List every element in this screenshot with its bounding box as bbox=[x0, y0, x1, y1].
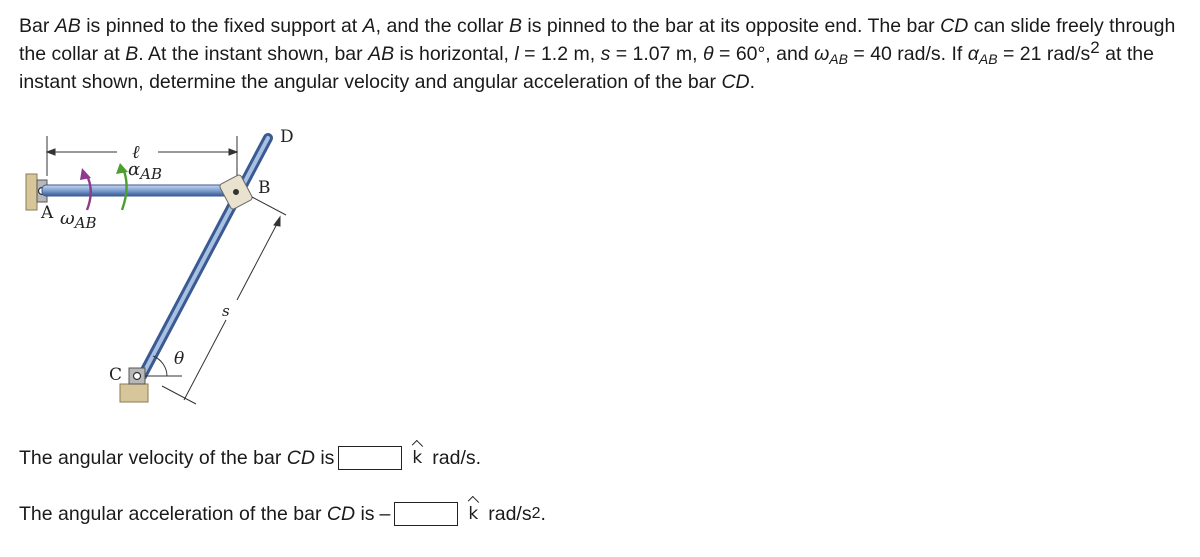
k-hat-symbol: k bbox=[412, 448, 423, 468]
negative-sign: – bbox=[379, 502, 391, 525]
question-1-label: The angular velocity of the bar CD is bbox=[19, 446, 335, 469]
label-omega-ab: $\omega_{AB}$ bbox=[60, 208, 97, 232]
angular-velocity-row bbox=[19, 446, 481, 470]
angular-acceleration-unit: k rad/s 2 . bbox=[468, 502, 546, 525]
k-hat-symbol: k bbox=[468, 504, 479, 524]
question-2-label: The angular acceleration of the bar CD is bbox=[19, 502, 375, 525]
angular-acceleration-input[interactable] bbox=[394, 502, 458, 526]
omega-ab-arrowhead bbox=[80, 168, 91, 180]
angular-velocity-input[interactable] bbox=[338, 446, 402, 470]
label-alpha-ab: $\alpha_{AB}$ bbox=[128, 159, 163, 183]
problem-statement: Bar AB is pinned to the fixed support at A, and the collar B is pinned to the bar at its opposite end. The bar CD can slide freely through the collar at B. At the instant shown, bar AB is horizontal, l = 1.2 m, s = 1.07 m, θ = 60°, and $\omega_{AB} = 40$ rad/s. If $\alpha_{AB} = 21$ rad/$s^2$ at the instant shown, determine the angular velocity and angular acceleration of the bar CD. bbox=[19, 15, 1176, 93]
label-l: ℓ bbox=[132, 142, 140, 163]
label-theta: θ bbox=[174, 349, 185, 369]
label-c: C bbox=[109, 365, 123, 385]
label-b: B bbox=[258, 178, 271, 198]
angular-velocity-unit: k rad/s. bbox=[412, 446, 482, 469]
label-a: A bbox=[41, 203, 54, 223]
bar-ab bbox=[42, 185, 238, 196]
support-c bbox=[120, 368, 148, 402]
label-d: D bbox=[280, 127, 294, 147]
label-s: s bbox=[222, 302, 230, 320]
alpha-ab-arrowhead bbox=[116, 163, 128, 174]
mechanism-figure bbox=[20, 118, 320, 408]
angular-acceleration-row bbox=[19, 502, 546, 526]
